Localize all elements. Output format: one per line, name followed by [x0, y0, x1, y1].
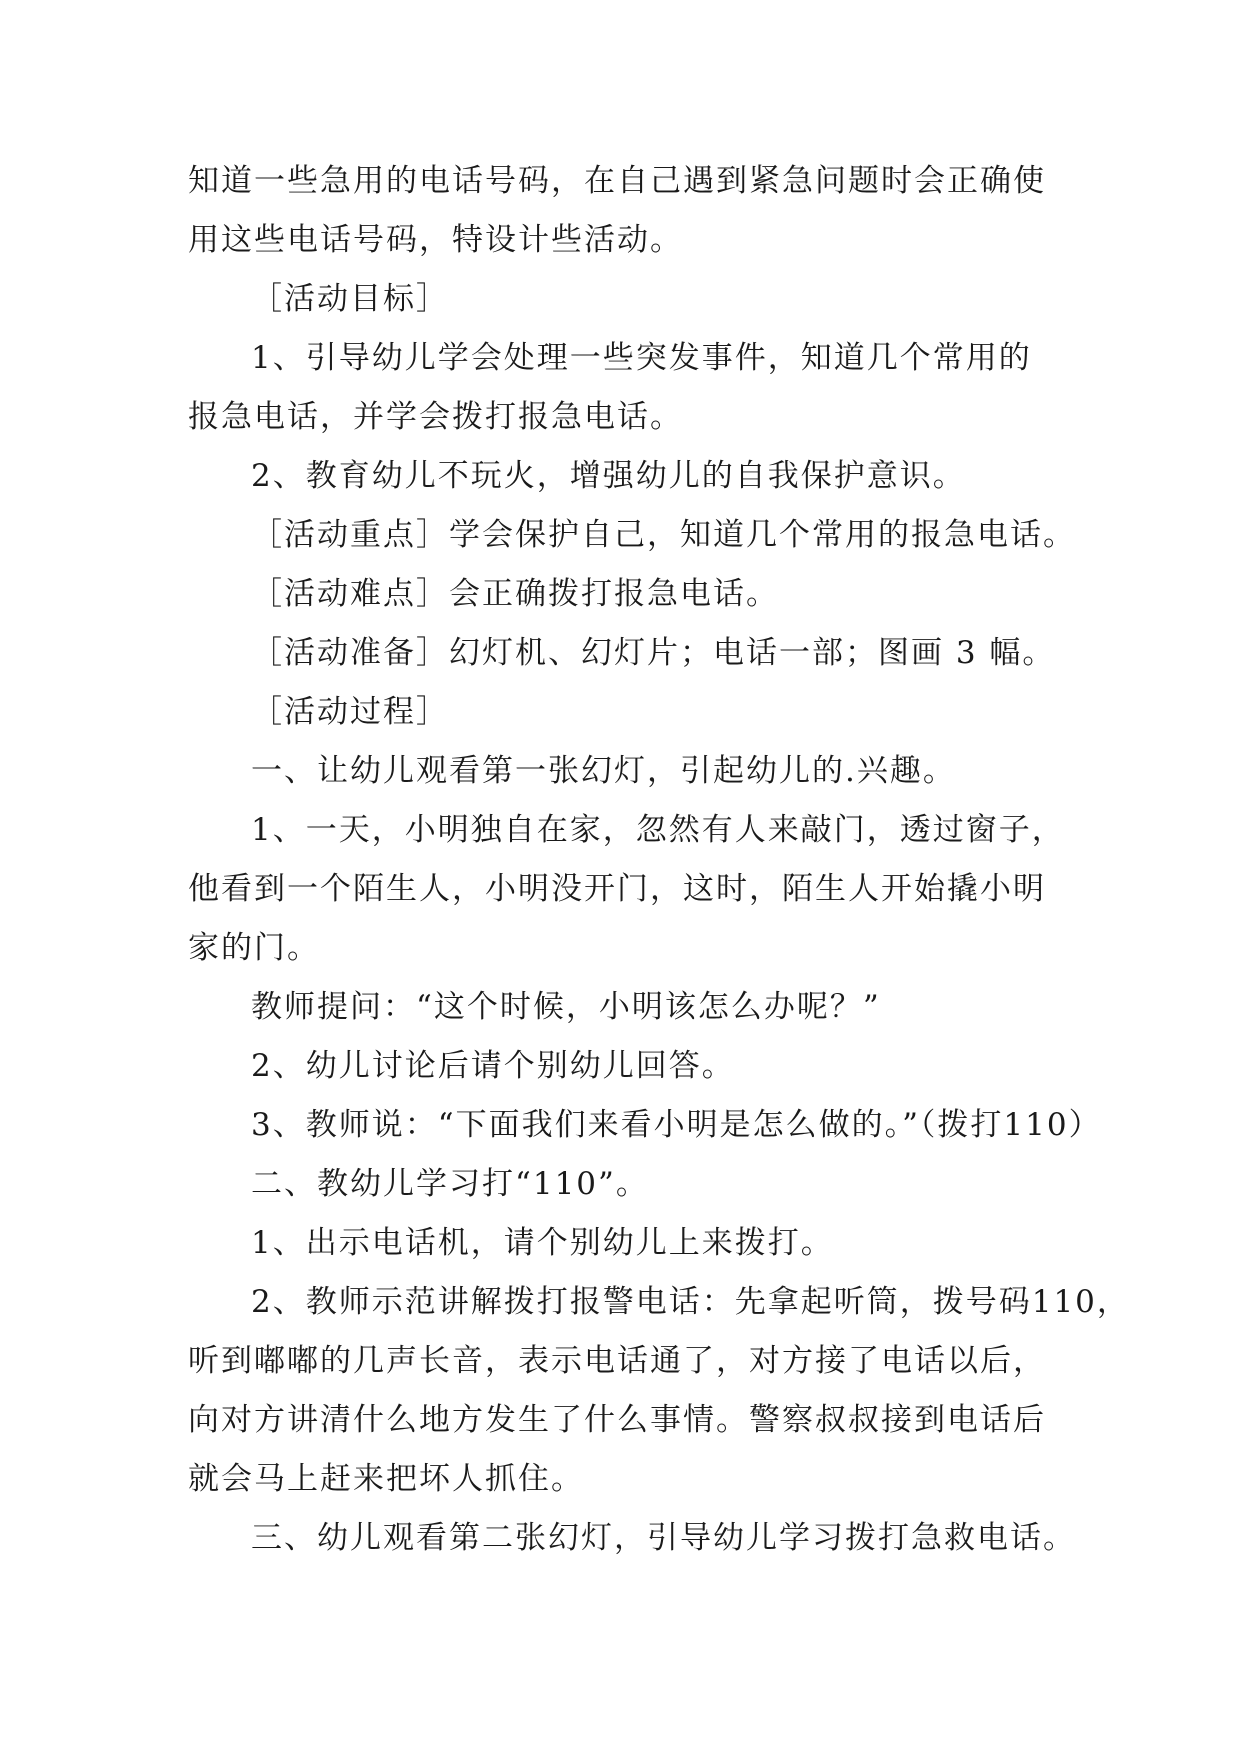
paragraph-line: 听到嘟嘟的几声长音，表示电话通了，对方接了电话以后，: [188, 1343, 1046, 1379]
paragraph-line: 三、幼儿观看第二张幻灯，引导幼儿学习拨打急救电话。: [251, 1520, 1076, 1556]
paragraph-line: 用这些电话号码，特设计些活动。: [188, 222, 683, 258]
paragraph-line: 1、引导幼儿学会处理一些突发事件，知道几个常用的: [251, 340, 1032, 376]
paragraph-line: 一、让幼儿观看第一张幻灯，引起幼儿的.兴趣。: [251, 753, 956, 789]
paragraph-line: 知道一些急用的电话号码，在自己遇到紧急问题时会正确使: [188, 163, 1046, 199]
paragraph-line: 向对方讲清什么地方发生了什么事情。警察叔叔接到电话后: [188, 1402, 1046, 1438]
paragraph-line: 教师提问：“这个时候，小明该怎么办呢？”: [251, 989, 881, 1025]
section-heading-preparation: ［活动准备］幻灯机、幻灯片；电话一部；图画 3 幅。: [251, 635, 1056, 671]
paragraph-line: 二、教幼儿学习打“110”。: [251, 1166, 649, 1202]
paragraph-line: 3、教师说：“下面我们来看小明是怎么做的。”（拨打110）: [251, 1107, 1102, 1143]
document-page: [188, 152, 1130, 1568]
paragraph-line: 他看到一个陌生人，小明没开门，这时，陌生人开始撬小明: [188, 871, 1046, 907]
paragraph-line: 家的门。: [188, 930, 320, 966]
paragraph-line: 2、教师示范讲解拨打报警电话：先拿起听筒，拨号码110，: [251, 1284, 1130, 1320]
paragraph-line: 就会马上赶来把坏人抓住。: [188, 1461, 584, 1497]
section-heading-difficulty: ［活动难点］会正确拨打报急电话。: [251, 576, 779, 612]
paragraph-line: 1、出示电话机，请个别幼儿上来拨打。: [251, 1225, 834, 1261]
paragraph-line: 报急电话，并学会拨打报急电话。: [188, 399, 683, 435]
paragraph-line: 2、幼儿讨论后请个别幼儿回答。: [251, 1048, 735, 1084]
paragraph-line: 2、教育幼儿不玩火，增强幼儿的自我保护意识。: [251, 458, 966, 494]
section-heading-focus: ［活动重点］学会保护自己，知道几个常用的报急电话。: [251, 517, 1076, 553]
section-heading-goals: ［活动目标］: [251, 281, 449, 317]
section-heading-process: ［活动过程］: [251, 694, 449, 730]
paragraph-line: 1、一天，小明独自在家，忽然有人来敲门，透过窗子，: [251, 812, 1065, 848]
